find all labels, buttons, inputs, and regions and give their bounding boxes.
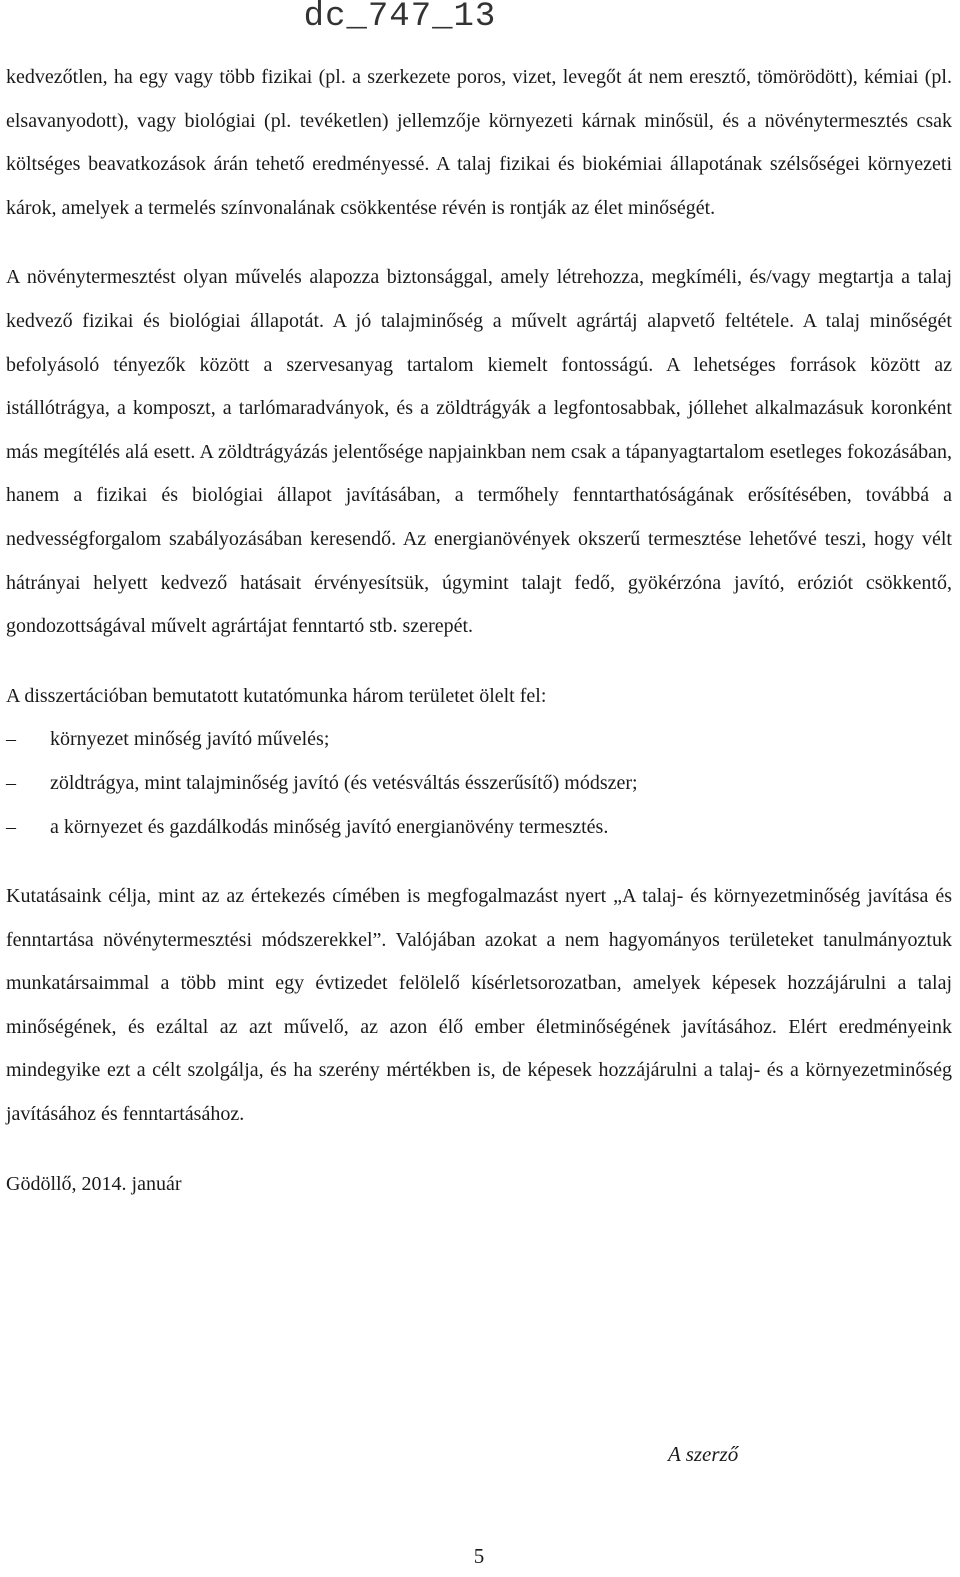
list-item xyxy=(6,762,952,806)
paragraph-cultivation: A növénytermesztést olyan művelés alapozza biztonsággal, amely létrehozza, megkíméli, és/vagy megtartja a talaj kedvező fizikai és biológiai állapotát. A jó talajminőség a művelt agrártáj alapvető feltétele. A talaj minőségét befolyásoló tényezők között a szervesanyag tartalom kiemelt fontosságú. A lehetséges források között az istállótrágya, a komposzt, a tarlómaradványok, és a zöldtrágyák a legfontosabbak, jóllehet alkalmazásuk koronként más megítélés alá esett. A zöldtrágyázás jelentősége napjainkban nem csak a tápanyagtartalom esetleges fokozásában, hanem a fizikai és biológiai állapot javításában, a termőhely fenntarthatóságának erősítésében, továbbá a nedvességforgalom szabályozásában keresendő. Az energianövények okszerű termesztése lehetővé teszi, hogy vélt hátrányai helyett kedvező hatásait érvényesítsük, úgymint talajt fedő, gyökérzóna javító, eróziót csökkentő, gondozottságával művelt agrártájat fenntartó stb. szerepét. xyxy=(6,266,952,638)
paragraph-gap xyxy=(6,230,952,256)
paragraph-gap xyxy=(6,849,952,875)
page-number-text: 5 xyxy=(473,1544,485,1568)
dash-bullet-icon: – xyxy=(6,815,16,838)
document-code-header: dc_747_13 xyxy=(303,0,497,36)
list-item-text: zöldtrágya, mint talajminőség javító (és vetésváltás ésszerűsítő) módszer; xyxy=(50,771,638,794)
paragraph-gap xyxy=(6,649,952,675)
list-item-text: a környezet és gazdálkodás minőség javító energianövény termesztés. xyxy=(50,815,609,838)
list-item xyxy=(6,718,952,762)
document-body xyxy=(6,56,952,1206)
page-number xyxy=(0,1540,960,1572)
paragraph-research-areas-intro: A disszertációban bemutatott kutatómunka három területet ölelt fel: xyxy=(6,684,547,707)
paragraph-soil-quality: kedvezőtlen, ha egy vagy több fizikai (pl. a szerkezete poros, vizet, levegőt át nem eresztő, tömörödött), kémiai (pl. elsavanyodott), vagy biológiai (pl. tevéketlen) jellemzője környezeti kárnak minősül, és a növénytermesztés csak költséges beavatkozások árán tehető eredményessé. A talaj fizikai és biokémiai állapotának szélsőségei környezeti károk, amelyek a termelés színvonalának csökkentése révén is rontják az élet minőségét. xyxy=(6,66,952,219)
place-and-date: Gödöllő, 2014. január xyxy=(6,1172,182,1195)
paragraph-gap xyxy=(6,1137,952,1163)
paragraph-research-goal: Kutatásaink célja, mint az az értekezés címében is megfogalmazást nyert „A talaj- és környezetminőség javítása és fenntartása növénytermesztési módszerekkel”. Valójában azokat a nem hagyományos területeket tanulmányoztuk munkatársaimmal a több mint egy évtizedet felölelő kísérletsorozatban, amelyek képesek hozzájárulni a talaj minőségének, és ezáltal az azt művelő, az azon élő ember életminőségének javításához. Elért eredményeink mindegyike ezt a célt szolgálja, és ha szerény mértékben is, de képesek hozzájárulni a talaj- és a környezetminőség javításához és fenntartásához. xyxy=(6,885,952,1126)
dash-bullet-icon: – xyxy=(6,728,16,751)
list-item xyxy=(6,806,952,850)
list-item-text: környezet minőség javító művelés; xyxy=(50,728,330,751)
author-signature: A szerző xyxy=(668,1442,739,1466)
research-areas-list xyxy=(6,718,952,849)
dash-bullet-icon: – xyxy=(6,771,16,794)
